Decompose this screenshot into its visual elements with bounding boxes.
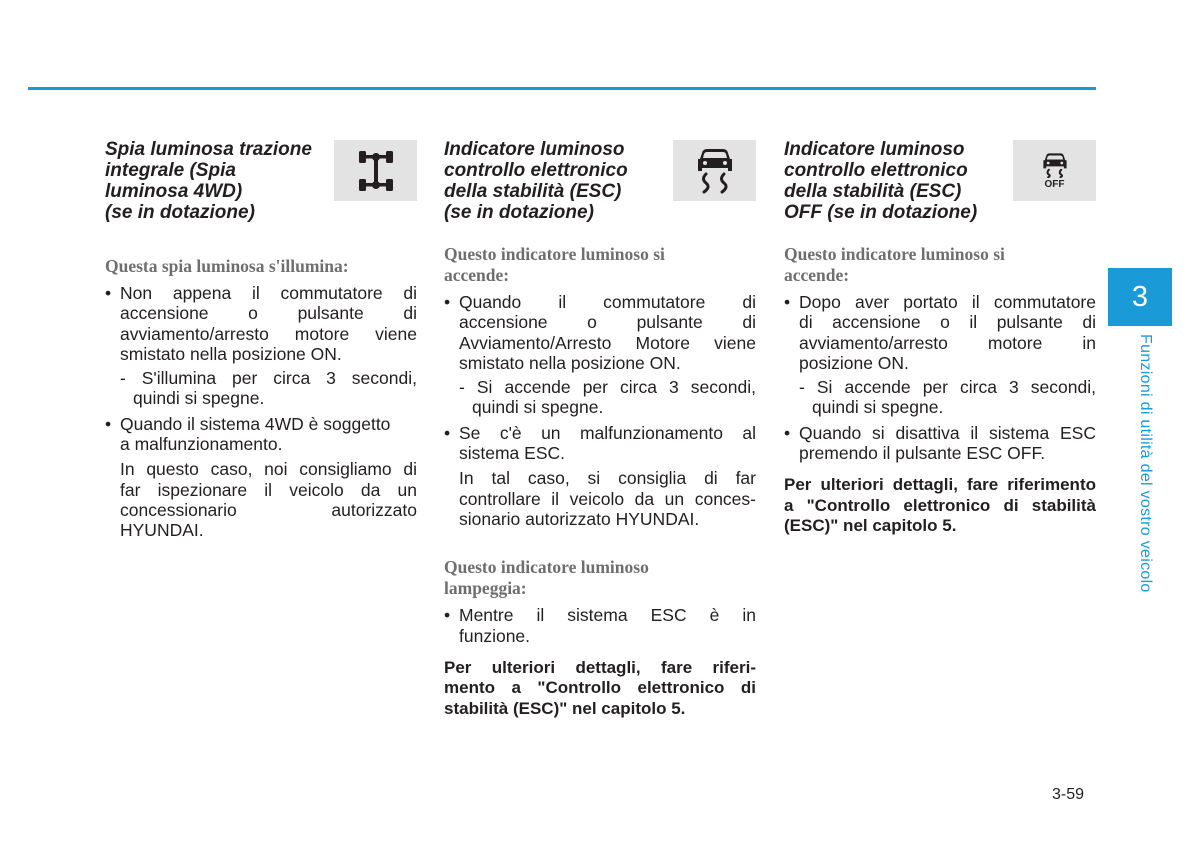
section-esc-off-indicator [784, 138, 1096, 537]
list-item: • Non appena il commutatore di accensione o pulsante di avviamento/arresto motore viene smistato nella posizione ON. - S'illumina per circa 3 secondi, quindi si spegne. [105, 283, 417, 409]
off-label: OFF [1044, 178, 1065, 190]
bullet-list [105, 283, 417, 454]
subheading: Questo indicatore luminoso si accende: [444, 244, 665, 285]
section-heading: Indicatore luminoso controllo elettronico della stabilità (ESC) (se in dotazione) [444, 139, 628, 223]
sub-note: - S'illumina per circa 3 secondi, quindi si spegne. [120, 368, 417, 409]
esc-skid-car-icon [673, 140, 756, 201]
top-rule [28, 87, 1096, 90]
section-heading: Indicatore luminoso controllo elettronico della stabilità (ESC) OFF (se in dotazione) [784, 139, 978, 223]
list-item: • Quando il sistema 4WD è soggetto a malfunzionamento. [105, 414, 417, 455]
paragraph: In questo caso, noi consigliamo di far ispezionare il veicolo da un concessionario autorizzato HYUNDAI. [120, 459, 417, 541]
paragraph: In tal caso, si consiglia di far controllare il veicolo da un conces- sionario autorizzato HYUNDAI. [459, 468, 756, 529]
chapter-number-tab: 3 [1108, 268, 1172, 326]
list-item: • Se c'è un malfunzionamento al sistema ESC. [444, 423, 756, 464]
sub-note: - Si accende per circa 3 secondi, quindi si spegne. [799, 377, 1096, 418]
section-4wd-lamp [105, 138, 417, 541]
subheading: Questa spia luminosa s'illumina: [105, 256, 349, 276]
list-item: • Quando si disattiva il sistema ESC premendo il pulsante ESC OFF. [784, 423, 1096, 464]
sub-note: - Si accende per circa 3 secondi, quindi si spegne. [459, 377, 756, 418]
chapter-title: Funzioni di utilità del vostro veicolo [1137, 334, 1154, 593]
list-item: • Dopo aver portato il commutatore di accensione o il pulsante di avviamento/arresto motore in posizione ON. - Si accende per circa 3 secondi, quindi si spegne. [784, 292, 1096, 418]
bullet-list [444, 605, 756, 646]
list-item: • Mentre il sistema ESC è in funzione. [444, 605, 756, 646]
reference-note: Per ulteriori dettagli, fare riferi- mento a "Controllo elettronico di stabilità (ESC)" nel capitolo 5. [444, 657, 756, 718]
esc-off-icon [1013, 140, 1096, 201]
section-esc-indicator [444, 138, 756, 719]
page-number: 3-59 [1052, 786, 1085, 803]
list-item: • Quando il commutatore di accensione o pulsante di Avviamento/Arresto Motore viene smistato nella posizione ON. - Si accende per circa 3 secondi, quindi si spegne. [444, 292, 756, 418]
subheading: Questo indicatore luminoso lampeggia: [444, 557, 649, 599]
4wd-drivetrain-icon [334, 140, 417, 201]
bullet-list [444, 292, 756, 463]
subheading: Questo indicatore luminoso si accende: [784, 244, 1005, 285]
section-heading: Spia luminosa trazione integrale (Spia luminosa 4WD) (se in dotazione) [105, 139, 312, 223]
bullet-list [784, 292, 1096, 463]
reference-note: Per ulteriori dettagli, fare riferimento a "Controllo elettronico di stabilità (ESC)" nel capitolo 5. [784, 475, 1096, 536]
